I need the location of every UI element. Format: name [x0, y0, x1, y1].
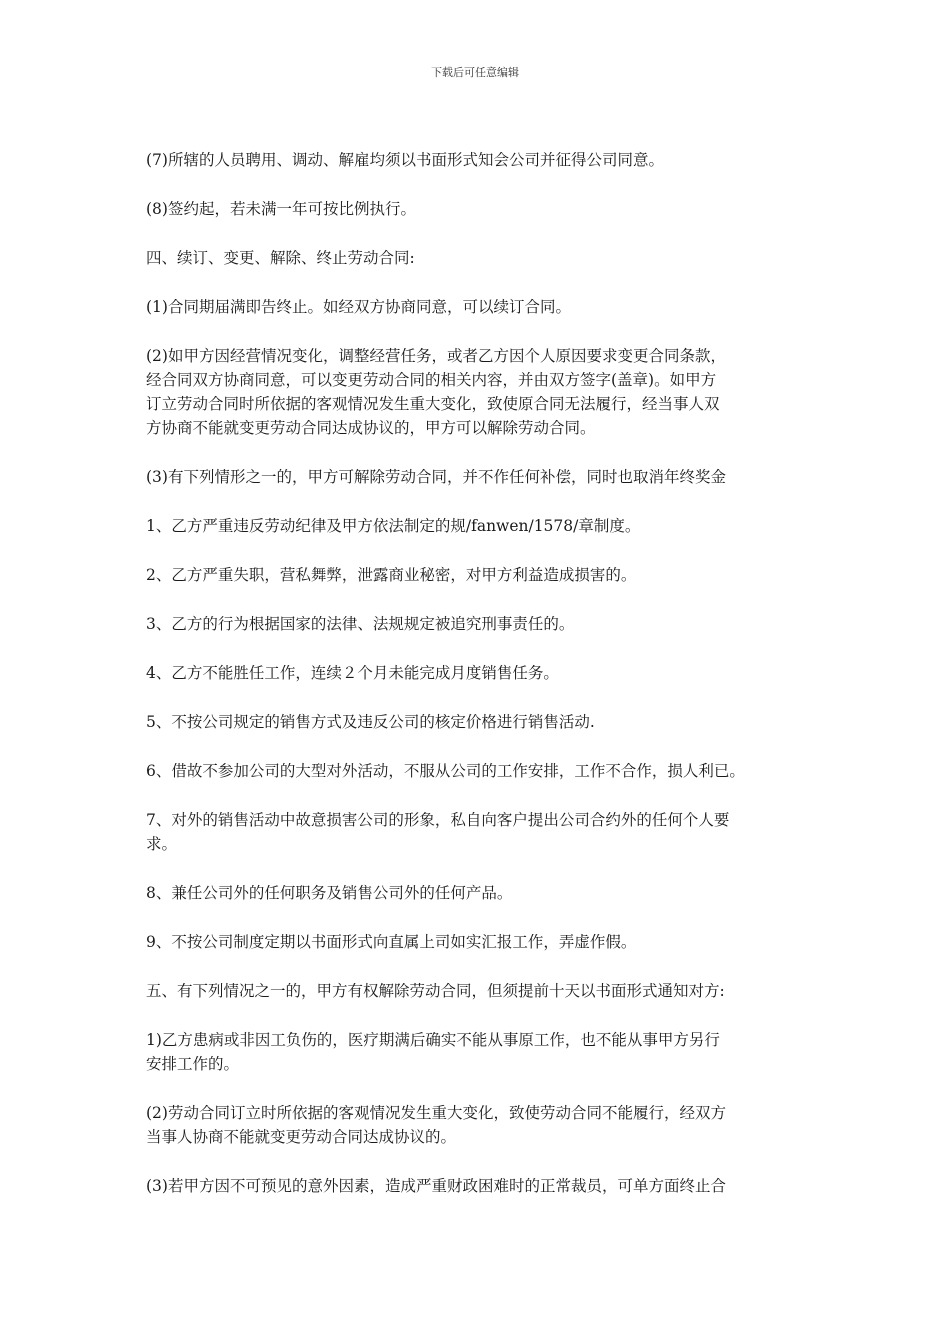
paragraph — [146, 148, 816, 172]
text-line: 6、借故不参加公司的大型对外活动，不服从公司的工作安排，工作不合作，损人利已。 — [146, 762, 745, 780]
text-line: (2)劳动合同订立时所依据的客观情况发生重大变化，致使劳动合同不能履行，经双方 — [146, 1104, 726, 1122]
list-item — [146, 563, 816, 587]
paragraph — [146, 1028, 816, 1076]
list-item — [146, 930, 816, 954]
page-header: 下载后可任意编辑 — [431, 66, 519, 79]
text-line: (7)所辖的人员聘用、调动、解雇均须以书面形式知会公司并征得公司同意。 — [146, 151, 664, 169]
text-line: 8、兼任公司外的任何职务及销售公司外的任何产品。 — [146, 884, 513, 902]
document-body — [146, 148, 816, 1223]
text-line: 安排工作的。 — [146, 1055, 240, 1073]
text-line: 7、对外的销售活动中故意损害公司的形象，私自向客户提出公司合约外的任何个人要 — [146, 811, 730, 829]
text-line: (3)有下列情形之一的，甲方可解除劳动合同，并不作任何补偿，同时也取消年终奖金 — [146, 468, 726, 486]
list-item — [146, 661, 816, 685]
text-line: 4、乙方不能胜任工作，连续２个月未能完成月度销售任务。 — [146, 664, 559, 682]
text-line: 方协商不能就变更劳动合同达成协议的，甲方可以解除劳动合同。 — [146, 419, 596, 437]
list-item — [146, 710, 816, 734]
text-line: 四、续订、变更、解除、终止劳动合同: — [146, 249, 415, 267]
text-line: 求。 — [146, 835, 178, 853]
text-line: 当事人协商不能就变更劳动合同达成协议的。 — [146, 1128, 457, 1146]
list-item — [146, 759, 816, 783]
text-line: (2)如甲方因经营情况变化，调整经营任务，或者乙方因个人原因要求变更合同条款， — [146, 347, 726, 365]
list-item — [146, 514, 816, 538]
text-line: (1)合同期届满即告终止。如经双方协商同意，可以续订合同。 — [146, 298, 571, 316]
list-item — [146, 808, 816, 856]
text-line: 3、乙方的行为根据国家的法律、法规规定被追究刑事责任的。 — [146, 615, 575, 633]
paragraph — [146, 197, 816, 221]
text-line: 1)乙方患病或非因工负伤的，医疗期满后确实不能从事原工作，也不能从事甲方另行 — [146, 1031, 720, 1049]
paragraph — [146, 1101, 816, 1149]
text-line: 经合同双方协商同意，可以变更劳动合同的相关内容，并由双方签字(盖章)。如甲方 — [146, 371, 717, 389]
text-line: 5、不按公司规定的销售方式及违反公司的核定价格进行销售活动. — [146, 713, 595, 731]
text-line: 订立劳动合同时所依据的客观情况发生重大变化，致使原合同无法履行，经当事人双 — [146, 395, 720, 413]
text-line: 1、乙方严重违反劳动纪律及甲方依法制定的规/fanwen/1578/章制度。 — [146, 517, 641, 535]
section-heading — [146, 246, 816, 270]
text-line: 五、有下列情况之一的，甲方有权解除劳动合同，但须提前十天以书面形式通知对方: — [146, 982, 725, 1000]
text-line: 2、乙方严重失职，营私舞弊，泄露商业秘密，对甲方利益造成损害的。 — [146, 566, 637, 584]
paragraph — [146, 465, 816, 489]
list-item — [146, 612, 816, 636]
paragraph — [146, 295, 816, 319]
list-item — [146, 881, 816, 905]
text-line: 9、不按公司制度定期以书面形式向直属上司如实汇报工作，弄虚作假。 — [146, 933, 637, 951]
text-line: (3)若甲方因不可预见的意外因素，造成严重财政困难时的正常裁员，可单方面终止合 — [146, 1177, 726, 1195]
paragraph — [146, 1174, 816, 1198]
section-heading — [146, 979, 816, 1003]
paragraph — [146, 344, 816, 440]
text-line: (8)签约起，若未满一年可按比例执行。 — [146, 200, 416, 218]
